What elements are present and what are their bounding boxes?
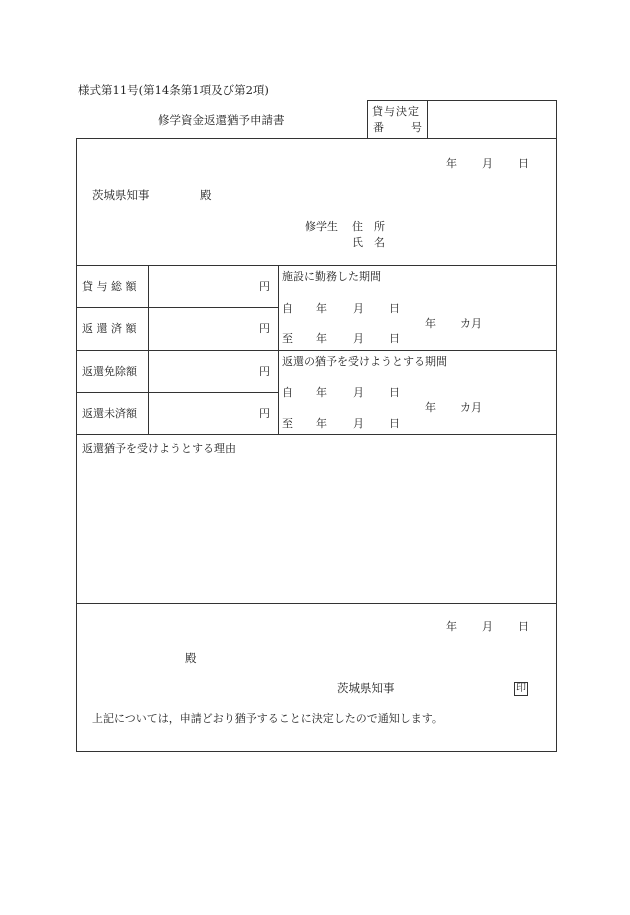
form-number-label: 様式第11号(第14条第1項及び第2項) [78,83,269,97]
deferral-period-title: 返還の猶予を受けようとする期間 [282,355,447,368]
deferral-duration-year: 年 [425,401,436,414]
applicant-role: 修学生 [305,220,338,233]
notice-date-month: 月 [482,620,493,633]
honorific: 殿 [200,188,212,202]
decision-box-top [367,100,557,101]
main-frame-right [556,138,557,752]
repaid-label: 返 還 済 額 [82,322,137,335]
service-period-from: 自 [282,302,293,315]
service-from-day: 日 [389,302,400,315]
total-loan-unit: 円 [259,280,270,293]
deferral-from-year: 年 [316,386,327,399]
decision-number-label-2a: 番 [373,121,384,134]
notice-honorific: 殿 [185,651,197,665]
applicant-name-label: 氏 名 [352,236,385,249]
decision-number-label-2b: 号 [411,121,422,134]
deferral-duration-month: カ月 [460,401,482,414]
amounts-bottom [76,434,557,435]
main-frame-bottom [76,751,557,752]
reason-field[interactable] [80,460,552,598]
deferral-from-day: 日 [389,386,400,399]
reason-label: 返還猶予を受けようとする理由 [82,442,236,455]
unpaid-label: 返還未済額 [82,407,137,420]
service-to-month: 月 [353,332,364,345]
form-title: 修学資金返還猶予申請書 [158,113,285,127]
unpaid-unit: 円 [259,407,270,420]
main-frame-left [76,138,77,752]
amount-row-line-2 [76,350,557,351]
seal-icon: 印 [516,683,526,694]
decision-notice: 上記については，申請どおり猶予することに決定したので通知します。 [92,712,443,725]
decision-box-right [556,100,557,138]
application-date-month: 月 [482,157,493,170]
deferral-period-from: 自 [282,386,293,399]
service-from-month: 月 [353,302,364,315]
decision-box-left [367,100,368,138]
deferral-to-day: 日 [389,417,400,430]
service-duration-month: カ月 [460,317,482,330]
total-loan-label: 貸 与 総 額 [82,280,137,293]
deferral-from-month: 月 [353,386,364,399]
main-frame-top [76,138,557,139]
notice-date-year: 年 [446,620,457,633]
decision-number-value[interactable] [430,102,554,136]
deferral-to-year: 年 [316,417,327,430]
deferral-to-month: 月 [353,417,364,430]
service-to-day: 日 [389,332,400,345]
addressee: 茨城県知事 [92,188,150,202]
service-from-year: 年 [316,302,327,315]
amount-row-line-3 [76,392,279,393]
applicant-address-label: 住 所 [352,220,385,233]
amount-row-line-1 [76,307,279,308]
decision-box-divider [427,100,428,138]
service-to-year: 年 [316,332,327,345]
notice-date-day: 日 [518,620,529,633]
application-date-day: 日 [518,157,529,170]
deferral-period-to: 至 [282,417,293,430]
exempted-unit: 円 [259,365,270,378]
exempted-label: 返還免除額 [82,365,137,378]
service-period-to: 至 [282,332,293,345]
reason-bottom [76,603,557,604]
application-date-year: 年 [446,157,457,170]
decision-number-label-1: 貸与決定 [372,105,420,118]
issuer-name: 茨城県知事 [337,681,395,695]
service-duration-year: 年 [425,317,436,330]
repaid-unit: 円 [259,322,270,335]
service-period-title: 施設に勤務した期間 [282,270,381,283]
